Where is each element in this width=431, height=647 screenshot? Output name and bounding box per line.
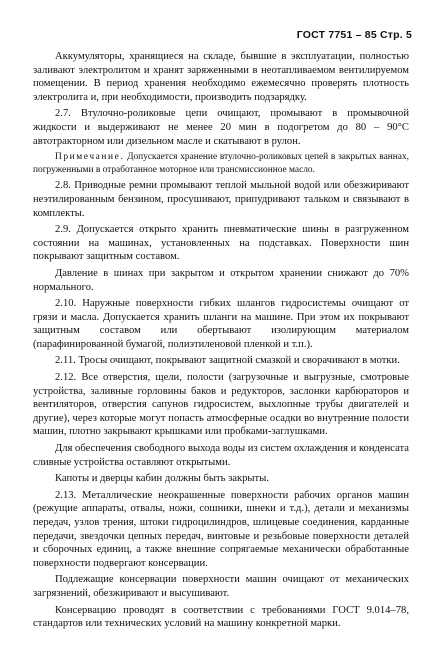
paragraph-2-10: 2.10. Наружные поверхности гибких шлангов гидросистемы очищают от грязи и масла. Допускается хранить шланги на машине. При этом их покрывают защитным составом или обертывают изолирующим материалом (парафинированной бумагой, полиэтиленовой пленкой и т.п.).: [33, 298, 409, 350]
paragraph-2-13: 2.13. Металлические неокрашенные поверхности рабочих органов машин (режущие аппараты, отвалы, ножи, сошники, шнеки и т.д.), детали и механизмы передач, узлов трения, штоки гидроцилиндров, шлицевые соединения, карданные передачи, звездочки цепных передач, винтовые и резьбовые поверхности деталей и сборочных единиц, а также внешние сопрягаемые механически обработанные поверхности подвергают консервации.: [33, 489, 409, 569]
paragraph-cleaning: Подлежащие консервации поверхности машин очищают от механических загрязнений, обезжиривают и высушивают.: [33, 574, 409, 599]
document-body: [33, 50, 409, 634]
paragraph-2-8: 2.8. Приводные ремни промывают теплой мыльной водой или обезжиривают неэтилированным бензином, просушивают, припудривают тальком и связывают в комплекты.: [33, 180, 409, 219]
note: [33, 151, 409, 176]
paragraph-hoods: Капоты и дверцы кабин должны быть закрыты.: [55, 473, 269, 485]
paragraph-drainage: Для обеспечения свободного выхода воды из систем охлаждения и конденсата сливные устройства оставляют открытыми.: [33, 443, 409, 468]
paragraph-batteries: Аккумуляторы, хранящиеся на складе, бывшие в эксплуатации, полностью заливают электролитом и хранят заряженными в неотапливаемом вентилируемом помещении. В период хранения необходимо ежемесячно проверять плотность электролита и, при необходимости, производить подзарядку.: [33, 51, 409, 103]
note-text: Допускается хранение втулочно-роликовых цепей в закрытых ваннах, погруженными в отработанное моторное или трансмиссионное масло.: [33, 152, 409, 175]
paragraph-2-12: 2.12. Все отверстия, щели, полости (загрузочные и выгрузные, смотровые устройства, заливные горловины баков и редукторов, заслонки карбюраторов и вентиляторов, отверстия сапунов гидросистем, выхлопные трубы двигателей и другие), через которые могут попасть атмосферные осадки во внутренние полости машин, плотно закрывают крышками или пробками-заглушками.: [33, 372, 409, 438]
paragraph-tire-pressure: Давление в шинах при закрытом и открытом хранении снижают до 70% нормального.: [33, 267, 409, 293]
paragraph-2-7: 2.7. Втулочно-роликовые цепи очищают, промывают в промывочной жидкости и выдерживают не менее 20 мин в подогретом до 80 – 90°C автотракторном или дизельном масле и скатывают в рулон.: [33, 108, 409, 147]
paragraph-conservation: Консервацию проводят в соответствии с требованиями ГОСТ 9.014–78, стандартов или технических условий на машину конкретной марки.: [33, 604, 409, 630]
paragraph-2-11: 2.11. Тросы очищают, покрывают защитной смазкой и сворачивают в мотки.: [55, 355, 400, 367]
page-header: ГОСТ 7751 – 85 Стр. 5: [296, 29, 412, 41]
note-label: Примечание.: [55, 152, 125, 163]
paragraph-2-9: 2.9. Допускается открыто хранить пневматические шины в разгруженном состоянии на машинах, установленных на подставках. Поверхности шин покрывают защитным составом.: [33, 224, 409, 263]
